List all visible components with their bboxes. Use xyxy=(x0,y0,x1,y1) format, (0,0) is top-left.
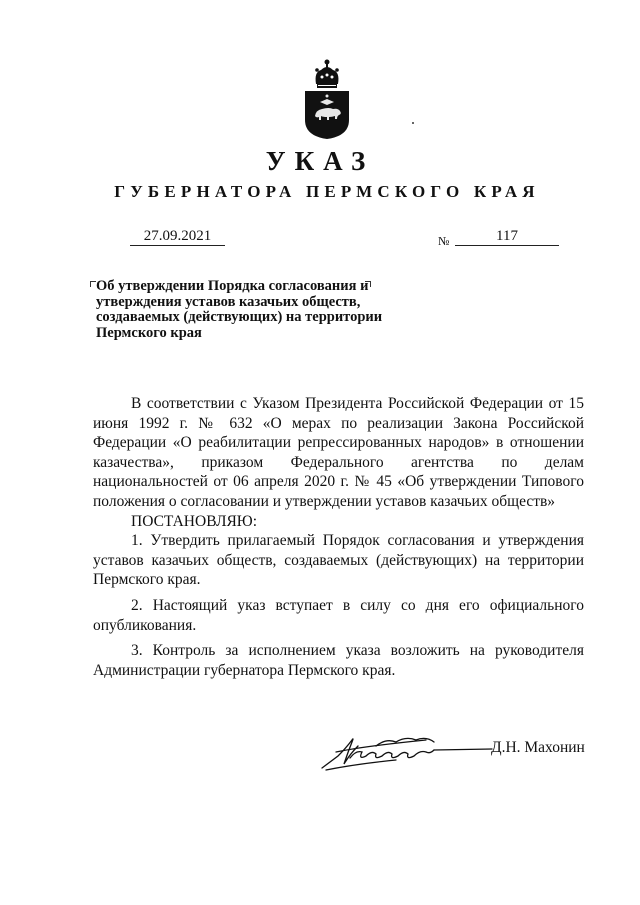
decree-subject: Об утверждении Порядка согласования и утверждения уставов казачьих обществ, создаваемых (действующих) на территории Пермского края xyxy=(96,278,383,341)
signature-icon xyxy=(316,728,496,776)
decree-item-2: 2. Настоящий указ вступает в силу со дня его официального опубликования. xyxy=(93,596,584,634)
number-sign: № xyxy=(438,234,450,248)
page-title: УКАЗ xyxy=(265,146,375,176)
decree-item-3: 3. Контроль за исполнением указа возложить на руководителя Администрации губернатора Пермского края. xyxy=(93,642,584,679)
signer-name: Д.Н. Махонин xyxy=(491,739,585,756)
decree-word: ПОСТАНОВЛЯЮ: xyxy=(131,512,258,530)
decree-body xyxy=(93,394,584,686)
preamble-paragraph: В соответствии с Указом Президента Российской Федерации от 15 июня 1992 г. № 632 «О мерах по реализации Закона Российской Федерации «О реабилитации репрессированных народов» в отношении казачества», приказом Федерального агентства по делам национальностей от 06 апреля 2020 г. № 45 «Об утверждении Типового положения о согласовании и утверждении уставов казачьих обществ» xyxy=(93,395,584,510)
scan-speck xyxy=(412,122,414,124)
decree-number: 117 xyxy=(455,227,559,246)
issuer-subtitle: ГУБЕРНАТОРА ПЕРМСКОГО КРАЯ xyxy=(114,182,540,201)
decree-item-1: 1. Утвердить прилагаемый Порядок согласования и утверждения уставов казачьих обществ, создаваемых (действующих) на территории Пермского края. xyxy=(93,532,584,589)
coat-of-arms-icon xyxy=(302,58,352,140)
decree-date: 27.09.2021 xyxy=(130,227,225,246)
